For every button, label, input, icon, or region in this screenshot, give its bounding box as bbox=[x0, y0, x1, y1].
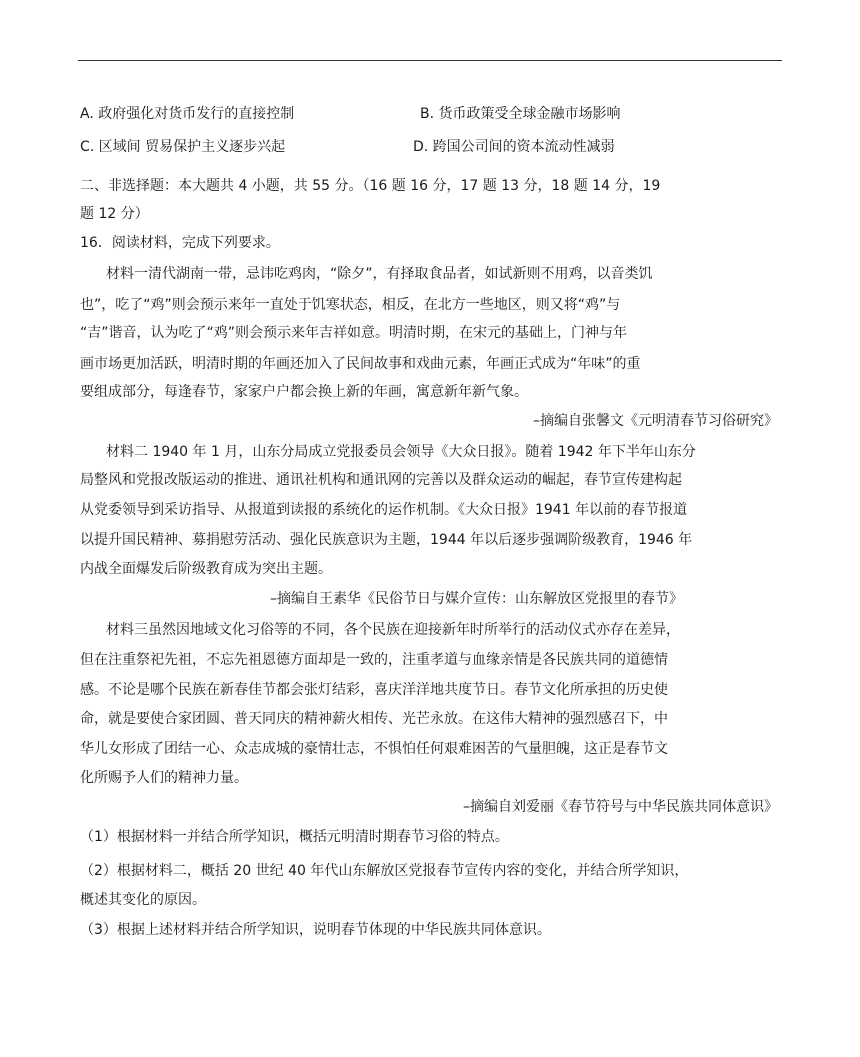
material3-line: 化所赐予人们的精神力量。 bbox=[80, 770, 248, 786]
material2-line: 材料二 1940 年 1 月，山东分局成立党报委员会领导《大众日报》。随着 1942 年下半年山东分 bbox=[106, 444, 696, 460]
material3-line: 但在注重祭祀先祖，不忘先祖恩德方面却是一致的，注重孝道与血缘亲情是各民族共同的道德情 bbox=[80, 652, 668, 668]
material1-line: 也”，吃了“鸡”则会预示来年一直处于饥寒状态，相反，在北方一些地区，则又将“鸡”与 bbox=[80, 297, 621, 313]
material2-line: 从党委领导到采访指导、从报道到读报的系统化的运作机制。《大众日报》1941 年以前的春节报道 bbox=[80, 502, 688, 518]
material2-line: 以提升国民精神、募捐慰劳活动、强化民族意识为主题，1944 年以后逐步强调阶级教育，1946 年 bbox=[80, 532, 693, 548]
material1-line: 要组成部分，每逢春节，家家户户都会换上新的年画，寓意新年新气象。 bbox=[80, 384, 528, 400]
option-d: D. 跨国公司间的资本流动性减弱 bbox=[413, 139, 615, 155]
material2-line: 内战全面爆发后阶级教育成为突出主题。 bbox=[80, 561, 332, 577]
material1-line: 材料一清代湖南一带，忌讳吃鸡肉，“除夕”，有择取食品者，如试新则不用鸡，以音类饥 bbox=[106, 266, 653, 282]
question-1: （1）根据材料一并结合所学知识，概括元明清时期春节习俗的特点。 bbox=[80, 829, 509, 845]
material1-line: “吉”谐音，认为吃了“鸡”则会预示来年吉祥如意。明清时期，在宋元的基础上，门神与年 bbox=[80, 325, 628, 341]
material2-source: –摘编自王素华《民俗节日与媒介宣传：山东解放区党报里的春节》 bbox=[270, 591, 683, 607]
option-a: A. 政府强化对货币发行的直接控制 bbox=[80, 106, 295, 122]
material3-line: 华儿女形成了团结一心、众志成城的豪情壮志，不惧怕任何艰难困苦的气量胆魄，这正是春节文 bbox=[80, 741, 668, 757]
material1-line: 画市场更加活跃，明清时期的年画还加入了民间故事和戏曲元素，年画正式成为“年味”的重 bbox=[80, 356, 641, 372]
question-3: （3）根据上述材料并结合所学知识，说明春节体现的中华民族共同体意识。 bbox=[80, 922, 551, 938]
material3-line: 材料三虽然因地域文化习俗等的不同，各个民族在迎接新年时所举行的活动仪式亦存在差异， bbox=[106, 622, 680, 638]
material2-line: 局整风和党报改版运动的推进、通讯社机构和通讯网的完善以及群众运动的崛起，春节宣传建构起 bbox=[80, 472, 682, 488]
material3-line: 命，就是要使合家团圆、普天同庆的精神薪火相传、光芒永放。在这伟大精神的强烈感召下，中 bbox=[80, 711, 668, 727]
question-intro: 16．阅读材料，完成下列要求。 bbox=[80, 235, 280, 251]
option-b: B. 货币政策受全球金融市场影响 bbox=[420, 106, 621, 122]
question-2-continued: 概述其变化的原因。 bbox=[80, 892, 206, 908]
top-rule bbox=[78, 60, 782, 61]
question-2: （2）根据材料二，概括 20 世纪 40 年代山东解放区党报春节宣传内容的变化，并结合所学知识， bbox=[80, 863, 689, 879]
material1-source: –摘编自张馨文《元明清春节习俗研究》 bbox=[533, 413, 778, 429]
material3-line: 感。不论是哪个民族在新春佳节都会张灯结彩，喜庆洋洋地共度节日。春节文化所承担的历史使 bbox=[80, 682, 668, 698]
section-header-line-2: 题 12 分） bbox=[80, 206, 149, 222]
material3-source: –摘编自刘爱丽《春节符号与中华民族共同体意识》 bbox=[463, 799, 778, 815]
section-header-line-1: 二、非选择题：本大题共 4 小题，共 55 分。（16 题 16 分，17 题 13 分，18 题 14 分，19 bbox=[80, 178, 661, 194]
option-c: C. 区域间 贸易保护主义逐步兴起 bbox=[80, 139, 286, 155]
